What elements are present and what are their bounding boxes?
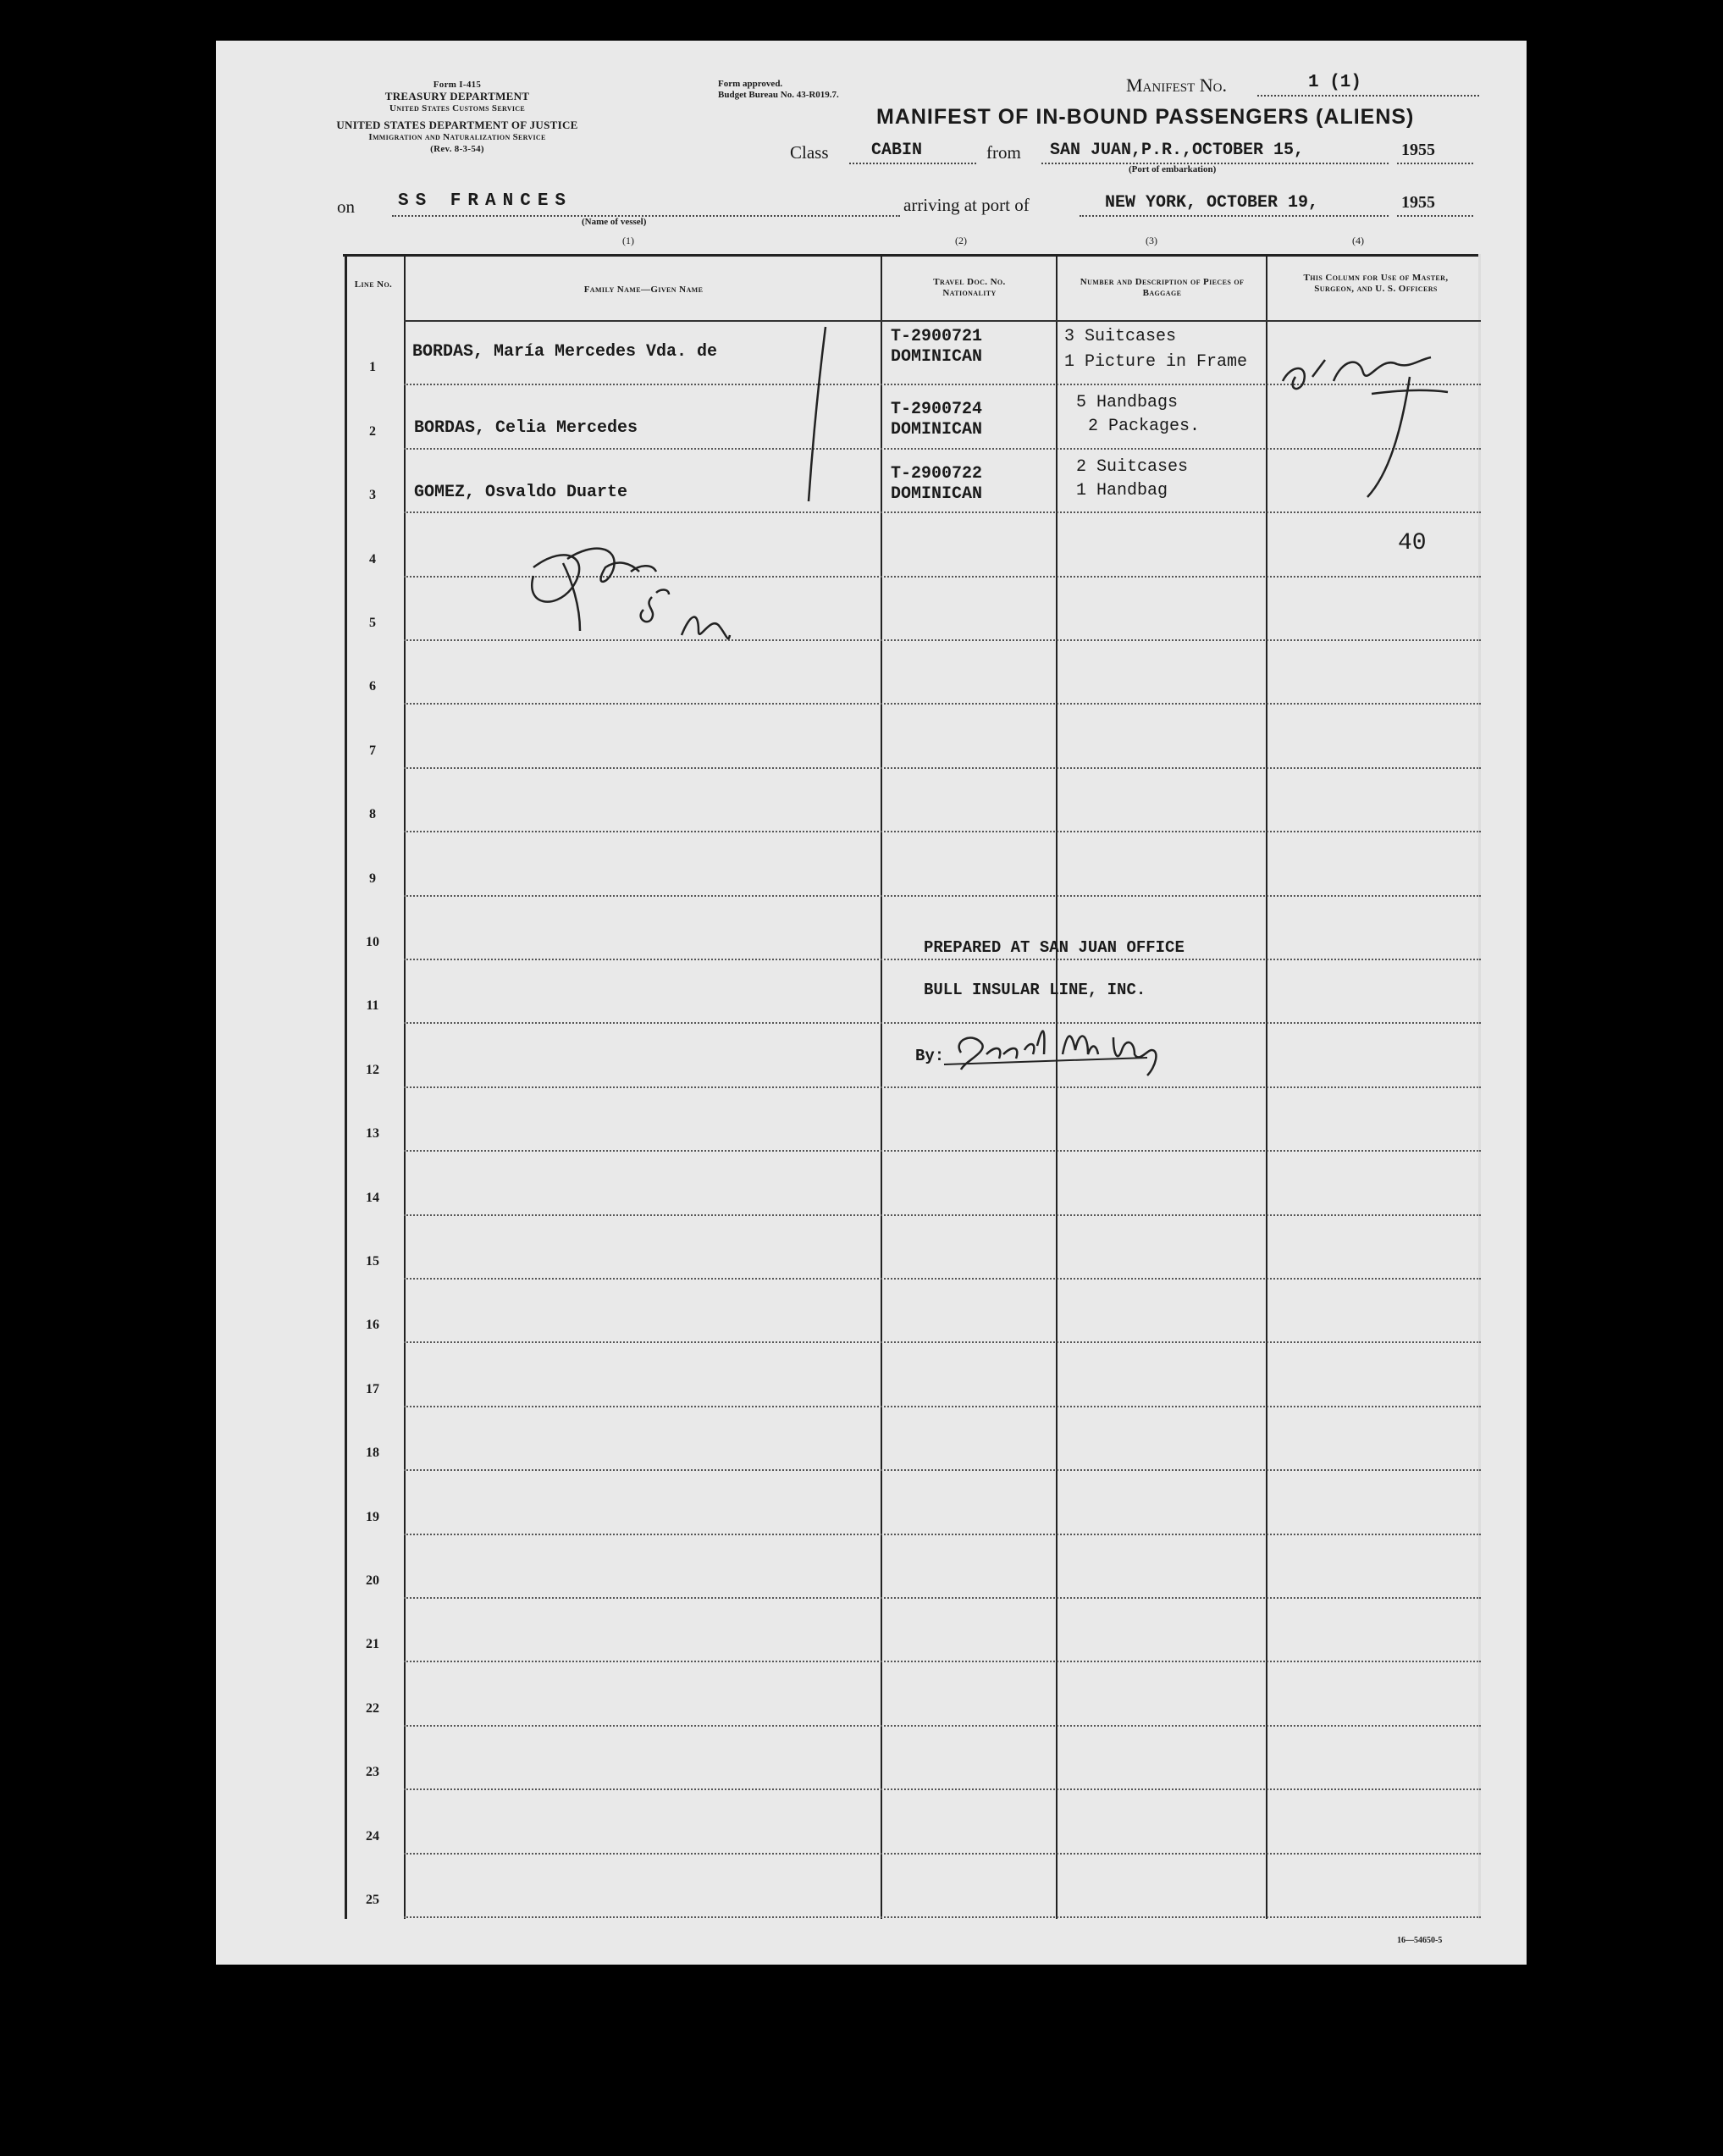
table-row-rule: [404, 1406, 1481, 1407]
from-year-line: [1397, 163, 1473, 164]
customs-service: United States Customs Service: [389, 103, 525, 113]
table-row-rule: [404, 1214, 1481, 1216]
budget-bureau: Budget Bureau No. 43-R019.7.: [718, 90, 839, 100]
line-number: 14: [366, 1190, 379, 1205]
handwritten-marks: [351, 254, 1481, 762]
col-divider: [345, 254, 347, 1919]
row3-baggage-1: 2 Suitcases: [1076, 457, 1189, 477]
line-number: 25: [366, 1893, 379, 1907]
arriving-year: 1955: [1401, 193, 1435, 212]
header-baggage: Number and Description of Pieces of Baggage: [1080, 277, 1245, 298]
manifest-no-value: 1 (1): [1308, 73, 1362, 92]
line-number: 7: [369, 743, 376, 758]
col-num-4: (4): [1352, 235, 1364, 246]
form-number: Form I-415: [433, 80, 482, 90]
line-number: 9: [369, 871, 376, 886]
table-row-rule: [404, 1150, 1481, 1152]
line-number: 12: [366, 1062, 379, 1077]
prepared-by-label: By:: [915, 1047, 945, 1065]
signature-initials-scribble: [532, 549, 730, 639]
row3-name: GOMEZ, Osvaldo Duarte: [414, 483, 628, 502]
table-row-rule: [404, 1022, 1481, 1024]
vessel-name: SS FRANCES: [398, 191, 573, 211]
row1-baggage-2: 1 Picture in Frame: [1064, 352, 1248, 372]
table-row-rule: [404, 1534, 1481, 1535]
table-row-rule: [404, 767, 1481, 769]
arriving-label: arriving at port of: [903, 195, 1030, 215]
line-number: 1: [369, 360, 376, 375]
form-approved: Form approved.: [718, 79, 783, 89]
revision: (Rev. 8-3-54): [430, 144, 484, 154]
line-number: 11: [366, 998, 379, 1014]
arriving-year-line: [1397, 215, 1473, 217]
row2-nationality: DOMINICAN: [891, 420, 983, 439]
table-row-rule: [404, 1597, 1481, 1599]
row3-nationality: DOMINICAN: [891, 484, 983, 504]
manifest-no-label: Manifest No.: [1126, 75, 1227, 96]
arriving-line: [1080, 215, 1389, 217]
col-num-1: (1): [622, 235, 634, 246]
table-row-rule: [404, 1278, 1481, 1280]
line-number: 23: [366, 1765, 379, 1780]
row1-nationality: DOMINICAN: [891, 347, 983, 367]
table-row-rule: [404, 1853, 1481, 1855]
col-num-3: (3): [1146, 235, 1157, 246]
prepared-signature: [944, 1020, 1198, 1080]
row3-doc: T-2900722: [891, 464, 983, 484]
line-number: 24: [366, 1828, 379, 1844]
line-number: 16: [366, 1318, 379, 1333]
table-row-rule: [404, 831, 1481, 832]
table-row-rule: [404, 1341, 1481, 1343]
officer-slash-stroke: [1367, 377, 1410, 497]
table-row-rule: [404, 1086, 1481, 1088]
officer-number: 40: [1398, 530, 1427, 556]
table-row-rule: [404, 1725, 1481, 1727]
page-title: MANIFEST OF IN-BOUND PASSENGERS (ALIENS): [876, 105, 1415, 129]
line-number: 20: [366, 1573, 379, 1588]
treasury-dept: TREASURY DEPARTMENT: [384, 90, 530, 102]
footer-code: 16—54650-5: [1397, 1936, 1443, 1945]
table-row-rule: [404, 1916, 1481, 1918]
check-mark-stroke: [809, 327, 826, 501]
line-number: 22: [366, 1700, 379, 1716]
header-travel-doc: Travel Doc. No. Nationality: [933, 277, 1006, 298]
line-number: 2: [369, 423, 376, 439]
line-number: 13: [366, 1126, 379, 1142]
line-number: 21: [366, 1637, 379, 1652]
table-row-rule: [404, 959, 1481, 960]
prepared-company: BULL INSULAR LINE, INC.: [924, 981, 1146, 999]
prepared-office: PREPARED AT SAN JUAN OFFICE: [924, 938, 1185, 957]
port-caption: (Port of embarkation): [1129, 164, 1217, 174]
table-row-rule: [404, 895, 1481, 897]
on-label: on: [337, 196, 355, 217]
col-num-2: (2): [955, 235, 967, 246]
row1-doc: T-2900721: [891, 327, 983, 346]
manifest-no-line: [1257, 95, 1479, 97]
table-row-rule: [404, 1469, 1481, 1471]
line-number: 19: [366, 1509, 379, 1524]
row2-name: BORDAS, Celia Mercedes: [414, 418, 638, 438]
line-number: 8: [369, 807, 376, 822]
row1-name: BORDAS, María Mercedes Vda. de: [412, 342, 718, 362]
ins-service: Immigration and Naturalization Service: [368, 132, 546, 142]
class-value: CABIN: [871, 141, 923, 160]
class-label: Class: [790, 142, 829, 163]
line-number: 4: [369, 551, 376, 567]
vessel-caption: (Name of vessel): [582, 217, 647, 227]
line-number: 15: [366, 1254, 379, 1269]
justice-dept: UNITED STATES DEPARTMENT OF JUSTICE: [336, 119, 578, 131]
header-name: Family Name—Given Name: [583, 285, 704, 295]
from-year: 1955: [1401, 141, 1435, 159]
row2-baggage-2: 2 Packages.: [1088, 417, 1201, 436]
line-number: 17: [366, 1381, 379, 1396]
header-line-no: Line No.: [354, 279, 393, 290]
header-officers: This Column for Use of Master, Surgeon, and U. S. Officers: [1303, 273, 1449, 294]
table-row-rule: [404, 1788, 1481, 1790]
table-row-rule: [404, 1661, 1481, 1662]
arriving-value: NEW YORK, OCTOBER 19,: [1105, 193, 1319, 213]
officer-initials-scribble: [1283, 357, 1448, 394]
from-value: SAN JUAN,P.R.,OCTOBER 15,: [1050, 141, 1305, 160]
line-number: 3: [369, 488, 376, 503]
row3-baggage-2: 1 Handbag: [1076, 481, 1168, 500]
manifest-table: [351, 254, 1481, 1919]
from-label: from: [986, 142, 1021, 163]
row2-doc: T-2900724: [891, 400, 983, 419]
line-number: 6: [369, 679, 376, 694]
line-number: 5: [369, 616, 376, 630]
row2-baggage-1: 5 Handbags: [1076, 393, 1179, 412]
class-line: [849, 163, 976, 164]
row1-baggage-1: 3 Suitcases: [1064, 327, 1177, 346]
line-number: 10: [366, 935, 379, 949]
line-number: 18: [366, 1446, 379, 1461]
